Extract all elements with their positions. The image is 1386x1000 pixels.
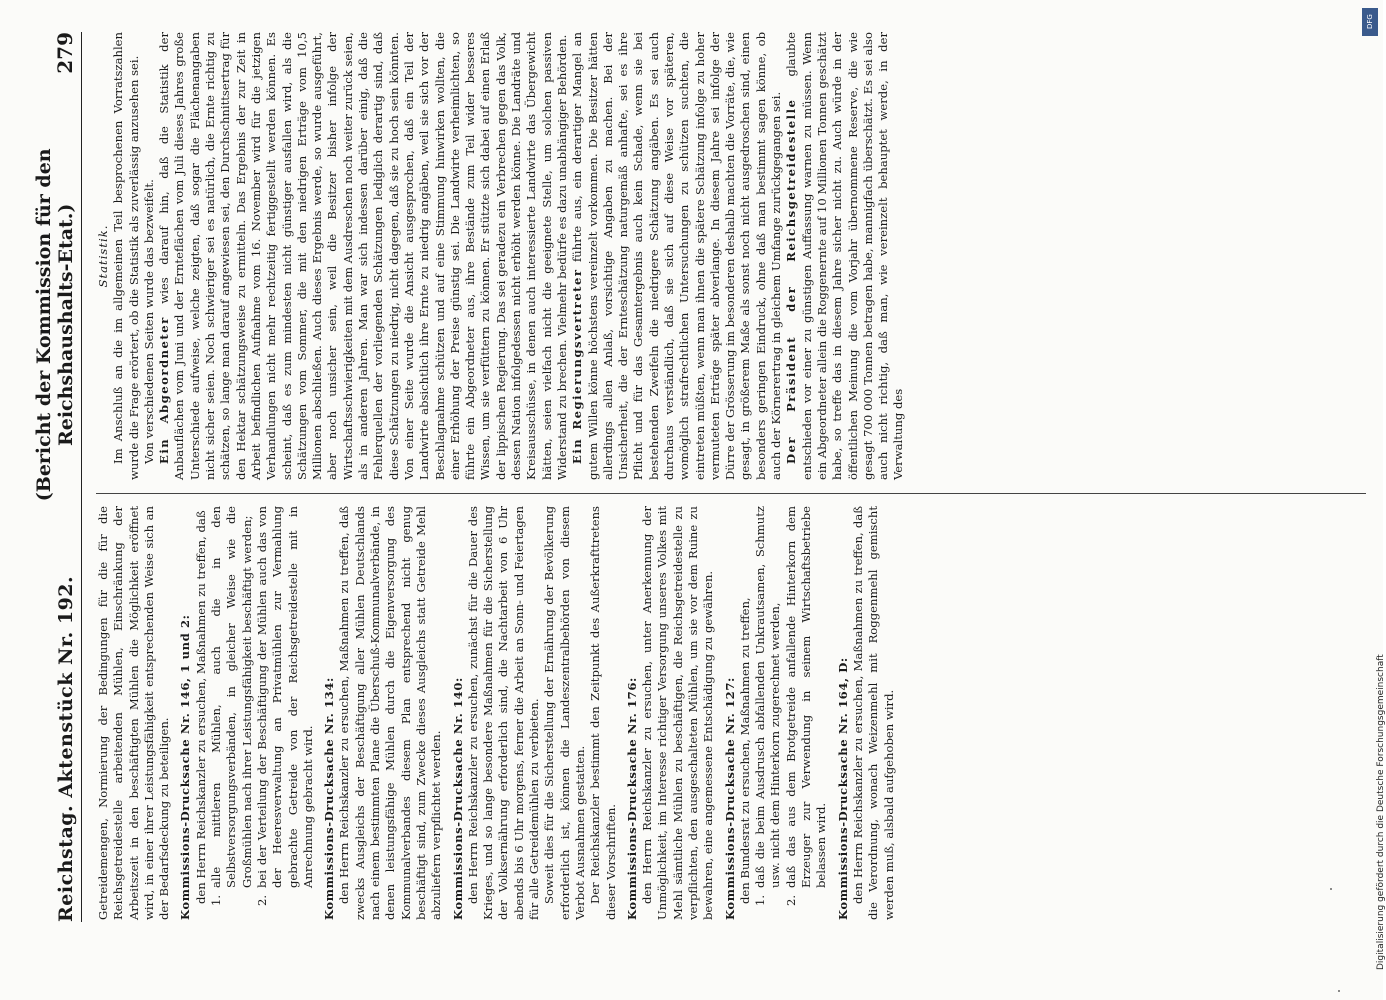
scan-speck [1338, 990, 1340, 992]
k146-item-2-text: bei der Verteilung der Beschäftigung der Mühlen auch das von der Heeresverwaltung an Privatmühlen zur Vermahlung gebrachte Getreide von der Reichsgetreidestelle mit in Anrechnung gebracht wird. [254, 506, 315, 888]
k140-reference: Kommissions-Drucksache Nr. 140: [450, 677, 465, 920]
k127-intro: den Bundesrat zu ersuchen, Maßnahmen zu treffen, [737, 597, 752, 904]
right-paragraph-3 [157, 32, 570, 480]
dfg-logo-badge: DFG [1362, 8, 1378, 36]
speaker-abgeordneter: Ein Abgeordneter [157, 316, 172, 464]
right-column [96, 32, 907, 480]
right-paragraph-5-text: glaubte entschieden vor einer zu günstigen Auffassung warnen zu müssen. Wenn ein Abgeordneter allein die Roggenernte auf 10 Millionen Tonnen geschätzt habe, so treffe das in diesem Jahre sicher nicht zu. Auch würde in der öffentlichen Meinung die vom Vorjahr übernommene Reserve, die wie gesagt 700 000 Tonnen betragen habe, mannigfach überschätzt. Es sei also auch nicht richtig, daß man, wie vereinzelt behauptet werde, in der Verwaltung des [784, 32, 906, 480]
left-column [96, 506, 897, 920]
k140-text-2: Soweit dies für die Sicherstellung der Ernährung der Bevölkerung erforderlich ist, können die Landeszentralbehörden von diesem Verbot Ausnahmen gestatten. [542, 506, 587, 920]
column-divider [96, 493, 1366, 494]
k140-text: den Herrn Reichskanzler zu ersuchen, zunächst für die Dauer des Krieges, und so lange besondere Maßnahmen für die Sicherstellung der Volksernährung erforderlich sind, die Nachtarbeit von 6 Uhr abends bis 6 Uhr morgens, ferner die Arbeit an Sonn- und Feiertagen für alle Getreidemühlen zu verbieten. [465, 506, 542, 920]
k146-reference: Kommissions-Drucksache Nr. 146, 1 und 2: [178, 614, 193, 920]
right-paragraph-4-text: führte aus, ein derartiger Mangel an gutem Willen könne höchstens vereinzelt vorkommen. Die Besitzer hätten allerdings allen Anlaß, vorsichtige Angaben zu machen. Bei der Unsicherheit, die der Ernteschätzung naturgemäß anhafte, sei es ihre Pflicht und für das Gesamtergebnis auch kein Schade, wenn sie bei bestehenden Zweifeln die niedrigere Schätzung angäben. Es sei auch durchaus verständlich, daß sie sich auf diese Weise vor späteren, womöglich strafrechtlichen Untersuchungen zu schützen suchten, die eintreten müßten, wenn man ihnen die spätere Schätzung infolge zu hoher vermuteten Erträge später abverlange. In diesem Jahre sei infolge der Dürre der Grösserung im besonderen deshalb machten die Vorräte, die, wie gesagt, in größerem Maße als sonst noch nicht ausgedroschen sind, einen besonders geringen Eindruck, ohne daß man bestimmt sagen könne, ob auch der Körnerertrag in gleichem Umfange zurückgegangen sei. [570, 31, 784, 480]
k176-reference: Kommissions-Drucksache Nr. 176: [624, 677, 639, 920]
right-paragraph-4 [570, 32, 784, 480]
k146-item-2: 2. bei der Verteilung der Beschäftigung der Mühlen auch das von der Heeresverwaltung an Privatmühlen zur Vermahlung gebrachte Getreide von der Reichsgetreidestelle mit in Anrechnung gebracht wird. [254, 506, 315, 906]
k176-text: den Herrn Reichskanzler zu ersuchen, unter Anerkennung der Unmöglichkeit, im Interesse richtiger Versorgung unseres Volkes mit Mehl sämtliche Mühlen zu beschäftigen, die Reichsgetreidestelle zu verpflichten, den ausgeschalteten Mühlen, um sie vor dem Ruine zu bewahren, eine angemessene Entschädigung zu gewähren. [640, 506, 716, 920]
k164-reference: Kommissions-Drucksache Nr. 164, D: [835, 657, 850, 920]
speaker-praesident: Der Präsident der Reichsgetreidestelle [784, 98, 799, 464]
section-heading-statistik: Statistik. [96, 224, 110, 288]
k146-item-1-text: alle mittleren Mühlen, auch die in den Selbstversorgungsverbänden, in gleicher Weise wie die Großmühlen nach ihrer Leistungsfähigkeit beschäftigt werden; [209, 506, 254, 888]
k127-item-1-text: daß die beim Ausdrusch abfallenden Unkrautsamen, Schmutz usw. nicht dem Hinterkorn zugerechnet werden, [753, 506, 783, 888]
right-paragraph-3-text: wies darauf hin, daß die Statistik der Anbauflächen vom Juni und der Ernteflächen vom Juli dieses Jahres große Unterschiede aufweise, welche zeigten, daß sogar die Flächenangaben nicht sicher seien. Noch schwieriger sei es natürlich, die Ernte richtig zu schätzen, so lange man darauf angewiesen sei, den Durchschnittsertrag für den Hektar schätzungsweise zu ermitteln. Das Ergebnis der zur Zeit in Arbeit befindlichen Aufnahme vom 16. November wird für die jetzigen Verhandlungen nicht mehr rechtzeitig fertiggestellt werden können. Es scheint, daß es zum mindesten nicht günstiger ausfallen wird, als die Schätzungen vom Sommer, die mit den niedrigen Erträge vom 10,5 Millionen abschließen. Auch dieses Ergebnis werde, so wurde ausgeführt, aber noch unsicher sein, weil die Besitzer bisher infolge der Wirtschaftsschwierigkeiten mit dem Ausdreschen noch weiter zurück seien, als in anderen Jahren. Man war sich indessen darüber einig, daß die Fehlerquellen der vorliegenden Schätzungen lediglich derartig sind, daß diese Schätzungen zu niedrig, nicht dagegen, daß sie zu hoch sein könnten. Von einer Seite wurde die Ansicht ausgesprochen, daß ein Teil der Landwirte absichtlich ihre Ernte zu niedrig angäben, weil sie sich vor der Beschlagnahme schützen und auf eine Stimmung hinwirken wollten, die einer Erhöhung der Preise günstig sei. Die Landwirte verheimlichten, so führte ein Abgeordneter aus, ihre Bestände zum Teil wider besseres Wissen, um sie verfüttern zu können. Er stützte sich dabei auf einen Erlaß der lippischen Regierung. Das sei geradezu ein Verbrechen gegen das Volk, dessen Nation infolgedessen nicht erhöht werden könne. Die Landräte und Kreisausschüsse, in denen auch interessierte Landwirte das Übergewicht hätten, seien vielfach nicht die geeignete Stelle, um solchen passiven Widerstand zu brechen. Vielmehr bedürfe es dazu unabhängiger Behörden. [157, 32, 569, 480]
header-left: Reichstag. Aktenstück Nr. 192. [55, 575, 77, 922]
k146-intro: den Herrn Reichskanzler zu ersuchen, Maßnahmen zu treffen, daß [193, 510, 208, 904]
k127-item-1: 1. daß die beim Ausdrusch abfallenden Unkrautsamen, Schmutz usw. nicht dem Hinterkorn zugerechnet werden, [753, 506, 783, 906]
k164-text: den Herrn Reichskanzler zu ersuchen, Maßnahmen zu treffen, daß die Verordnung, wonach Weizenmehl mit Roggenmehl gemischt werden muß, alsbald aufgehoben wird. [850, 506, 896, 920]
page-number: 279 [53, 32, 77, 74]
digitization-margin-note: Digitalisierung gefördert durch die Deutsche Forschungsgemeinschaft [1376, 654, 1386, 970]
right-paragraph-2: Von verschiedenen Seiten wurde das bezweifelt. [141, 179, 156, 464]
right-paragraph-5 [784, 32, 906, 480]
k127-reference: Kommissions-Drucksache Nr. 127: [722, 677, 737, 920]
k127-item-2: 2. daß das aus dem Brotgetreide anfallende Hinterkorn dem Erzeuger zur Verwendung in seinem Wirtschaftsbetriebe belassen wird. [783, 506, 829, 906]
k134-text: den Herrn Reichskanzler zu ersuchen, Maßnahmen zu treffen, daß zwecks Ausgleichs der Beschäftigung aller Mühlen Deutschlands nach einem bestimmten Plane die Überschuß-Kommunalverbände, in denen leistungsfähige Mühlen durch die Eigenversorgung des Kommunalverbandes diesem Plan entsprechend nicht genug beschäftigt sind, zum Zwecke dieses Ausgleichs statt Getreide Mehl abzuliefern verpflichtet werden. [337, 506, 444, 920]
k146-item-1: 1. alle mittleren Mühlen, auch die in den Selbstversorgungsverbänden, in gleicher Weise wie die Großmühlen nach ihrer Leistungsfähigkeit beschäftigt werden; [209, 506, 254, 906]
k134-reference: Kommissions-Drucksache Nr. 134: [322, 677, 337, 920]
right-paragraph-1: Im Anschluß an die im allgemeinen Teil besprochenen Vorratszahlen wurde die Frage erörtert, ob die Statistik als zuverlässig anzusehen sei. [111, 32, 141, 480]
speaker-regierungsvertreter: Ein Regierungsvertreter [570, 268, 585, 464]
scan-speck [1330, 888, 1332, 890]
k140-text-3: Der Reichskanzler bestimmt den Zeitpunkt des Außerkrafttretens dieser Vorschriften. [588, 506, 618, 920]
left-intro: Getreidemengen, Normierung der Bedingungen für die für die Reichsgetreidestelle arbeitenden Mühlen, Einschränkung der Arbeitszeit in den beschäftigten Mühlen die Möglichkeit eröffnet wird, in einer ihrer Leistungsfähigkeit entsprechenden Weise sich an der Bedarfsdeckung zu beteiligen. [96, 506, 172, 920]
header-center: (Bericht der Kommission für den Reichshaushalts-Etat.) [33, 148, 77, 502]
page-header [33, 32, 82, 922]
k127-item-2-text: daß das aus dem Brotgetreide anfallende Hinterkorn dem Erzeuger zur Verwendung in seinem Wirtschaftsbetriebe belassen wird. [783, 506, 829, 888]
